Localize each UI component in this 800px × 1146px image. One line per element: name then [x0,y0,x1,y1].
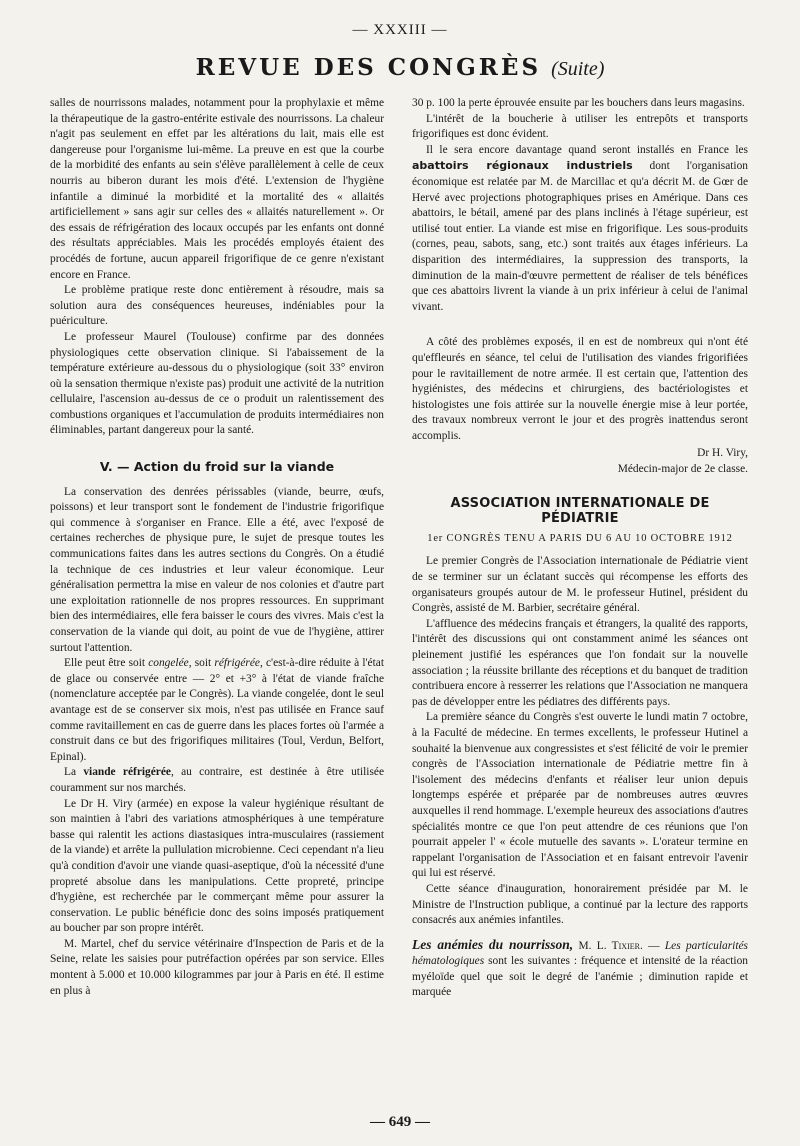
text-run: , c'est-à-dire réduite à l'état de glace ou conservée entre — 2° et +3° à l'état de viande fraîche (nomenclature acceptée par le Congrès). La viande congelée, dont le seul avantage est de se conserver six mois, n'est pas utilisée en France sauf comme ravitaillement en cas de guerre dans les places fortes où l'armée a construit dans ce but des frigorifiques militaires (Toul, Verdun, Belfort, Epinal). [50,657,384,763]
paragraph: Cette séance d'inauguration, honorairement présidée par M. le Ministre de l'Instruction publique, a continué par la lecture des rapports consacrés aux anémies infantiles. [412,882,748,927]
association-heading: ASSOCIATION INTERNATIONALE DE PÉDIATRIE [450,495,710,527]
bold-term: viande réfrigérée [83,766,171,779]
report-author: M. L. Tixier. — [578,939,660,952]
paragraph: Le professeur Maurel (Toulouse) confirme par des données physiologiques cette observation clinique. Si l'abaissement de la température extérieure au-dessous du o physiologique (soit 33° environ où la sensation thermique n'existe pas) produit une activité de la nutrition cellulaire, l'ascension au-dessus de ce o produit un ralentissement des combustions organiques et l'accumulation de produits intermédiaires non éliminables, partant dangereux pour la santé. [50,330,384,437]
subsection-heading: V. — Action du froid sur la viande [99,459,335,475]
paragraph: L'affluence des médecins français et étrangers, la qualité des rapports, l'intérêt des discussions qui ont constamment animé les séances ont pleinement justifié les espérances que l'on fondait sur la nouvelle association ; la réussite brillante des réceptions et du banquet de tradition contribuera encore à resserrer les relations que l'Association ne manquera pas de développer entre les pédiatres des différents pays. [412,617,748,708]
paragraph [50,765,384,796]
paragraph [50,656,384,765]
paragraph: Le Dr H. Viry (armée) en expose la valeur hygiénique résultant de son maintien à l'abri des variations atmosphériques à une température basse qui ralentit les actions diastasiques intra-musculaires (rassiement de la viande) et arrête la pullulation microbienne. Ceci cependant n'a lieu qu'à condition d'avoir une viande quasi-aseptique, d'où la nécessité d'une propreté absolue dans les manipulations. Cette propreté, principe d'hygiène, est recherchée par le commerçant même pour assurer la conservation. Le public bénéficie donc des soins imposés pratiquement au boucher par son propre intérêt. [50,797,384,935]
section-title: REVUE DES CONGRÈS [195,54,542,81]
text-run: Elle peut être soit [64,657,149,670]
italic-term: réfrigérée [214,657,260,670]
right-column [412,96,748,1001]
text-run: sont les suivantes : fréquence et intensité de la réaction myéloïde quel que soit le degré de l'anémie ; diminution rapide et marquée [412,955,748,999]
signature [412,446,748,477]
bold-term: abattoirs régionaux industriels [412,159,633,173]
text-run: dont l'organisation économique est relatée par M. de Marcillac et qu'a décrit M. de Gœr de Hervé avec projections photographiques prises en Amérique. Dans ces abattoirs, le bétail, amené par des plans inclinés à l'étage supérieur, est utilisé tout entier. La viande est mise en frigorifique. Les sous-produits (cornes, peau, sabots, sang, etc.) sont traités aux étages inférieurs. La disparition des intermédiaires, la suppression des transports, la diminution de la main-d'œuvre permettent de réaliser de tels bénéfices que ces abattoirs livrent la viande à un prix inférieur à celui de l'animal vivant. [412,160,748,313]
association-subheading: 1er CONGRÈS TENU A PARIS DU 6 AU 10 OCTOBRE 1912 [427,532,733,544]
paragraph [412,937,748,1001]
left-column [50,96,384,999]
paragraph: Le problème pratique reste donc entièrement à résoudre, mais sa solution aura des conséquences heureuses, indéniables pour la puériculture. [50,284,384,328]
page-number: — 649 — [370,1114,430,1130]
paragraph: La première séance du Congrès s'est ouverte le lundi matin 7 octobre, à la Faculté de médecine. En termes excellents, le professeur Hutinel a souhaité la bienvenue aux congressistes et s'est félicité de voir le premier congrès de l'Association internationale de Pédiatrie mettre fin à l'isolement des médecins d'enfants et réaliser leur union depuis longtemps espérée et préparée par de nombreuses autres œuvres auxquelles il rend hommage. L'exemple heureux des associations d'autres spécialités montre ce que l'on peut attendre de ces réunions que l'on pourrait appeler l' « école mutuelle des savants ». L'orateur termine en rappelant l'organisation de l'Association et en faisant entrevoir l'avenir qui lui est réservé. [412,711,748,880]
italic-term: congelée [148,657,189,670]
italic-term: Les particularités hématologiques [412,939,748,968]
paragraph: Le premier Congrès de l'Association internationale de Pédiatrie vient de se terminer sur un éclatant succès qui récompense les efforts des organisateurs groupés autour de M. le professeur Hutinel, président du Congrès, assisté de M. Barbier, secrétaire général. [412,555,748,615]
report-title: Les anémies du nourrisson, [412,936,574,952]
paragraph: La conservation des denrées périssables (viande, beurre, œufs, poissons) et leur transport sont le fondement de l'industrie frigorifique qui commence à s'organiser en France. Elle a été, avec l'exposé de certaines recherches de physique pure, le sujet de presque toutes les communications faites dans les autres sections du Congrès. On a étudié la technique de ces industries et leur valeur économique. Leur généralisation permettra la mise en valeur de nos colonies et d'autre part une exploitation rationnelle de nos propres ressources. En supprimant bien des intermédiaires, elle fera baisser le cours des vivres. Mais c'est la conservation de la viande qui doit, au point de vue de l'hygiène, attirer surtout l'attention. [50,485,384,654]
paragraph: salles de nourrissons malades, notamment pour la prophylaxie et même la thérapeutique de la gastro-entérite estivale des nourrissons. La chaleur n'agit pas seulement en effet par les altérations du lait, mais elle est dangereuse pour l'organisme lui-même. La preuve en est que la courbe de la morbidité des enfants au sein s'élève parallèlement à celle de ceux nourris au biberon durant les mois d'été. L'extension de l'hygiène infantile a diminué la morbidité et la mortalité des « allaités artificiellement » sans agir sur celles des « allaités naturellement ». Or des essais de réfrigération des locaux occupés par les enfants ont donné des résultats appréciables. Mais les procédés employés étaient des procédés de fortune, aucun appareil frigorifique de ce genre n'existant encore en France. [50,97,384,281]
section-header [0,54,800,81]
page-roman-numeral: — XXXIII — [352,22,448,38]
paragraph: 30 p. 100 la perte éprouvée ensuite par les bouchers dans leurs magasins. [412,97,745,109]
paragraph: M. Martel, chef du service vétérinaire d'Inspection de Paris et de la Seine, relate les saisies pour putréfaction opérées par son service. Elles montent à 5.000 et 10.000 kilogrammes par jour à Paris en été. Il estime en plus à [50,937,384,997]
text-run: , soit [188,657,215,670]
signature-title: Médecin-major de 2e classe. [617,463,748,476]
signature-name: Dr H. Viry, [697,447,748,460]
paragraph: A côté des problèmes exposés, il en est de nombreux qui n'ont été qu'effleurés en séance, tel celui de l'utilisation des viandes frigorifiées pour le ravitaillement de notre armée. Il est certain que, l'attention des hygiénistes, des médecins et chirurgiens, des bactériologistes et histologistes une fois attirée sur la nouvelle énergie mise à leur portée, des travaux nombreux verront le jour et des progrès inattendus seront accomplis. [412,336,748,442]
text-run: Il le sera encore davantage quand seront installés en France les [426,143,748,156]
paragraph: L'intérêt de la boucherie à utiliser les entrepôts et transports frigorifiques est donc évident. [412,112,748,141]
text-run: , au contraire, est destinée à être utilisée couramment sur nos marchés. [50,766,385,794]
paragraph [412,143,748,316]
section-suite: (Suite) [551,58,605,80]
text-run: La [64,766,84,779]
